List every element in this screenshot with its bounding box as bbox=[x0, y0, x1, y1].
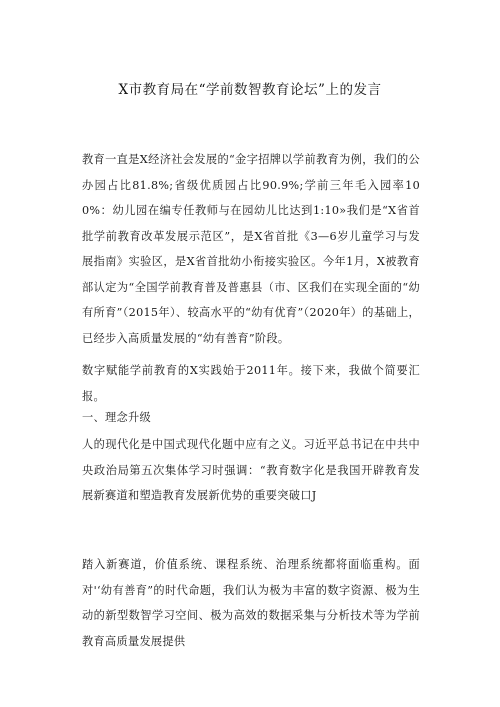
paragraph-intro: 教育一直是X经济社会发展的“金字招牌以学前教育为例，我们的公办园占比81.8%;省级优质园占比90.9%;学前三年毛入园率100%：幼儿园在编专任教师与在园幼儿比达到1:10»我们是“X省首批学前教育改革发展示范区”，是X省首批《3—6岁儿童学习与发展指南》实验区，是X省首批幼小衔接实验区。今年1月，X被教育部认定为“全国学前教育普及普惠县（市、区我们在实现全面的“幼有所育”（2015年）、较高水平的“幼有优育”（2020年）的基础上，已经步入高质量发展的“幼有善育”阶段。 bbox=[82, 153, 420, 345]
paragraph-new-track: 踏入新赛道，价值系统、课程系统、治理系统都将面临重构。面对'‘幼有善育”的时代命题，我们认为极为丰富的数字资源、极为生动的新型数智学习空间、极为高效的数据采集与分析技术等为学前教育高质量发展提供 bbox=[82, 558, 420, 648]
document-title: X市教育局在“学前数智教育论坛”上的发言 bbox=[118, 82, 382, 98]
section-heading-concept-upgrade: 一、理念升级 bbox=[82, 411, 151, 424]
paragraph-report: 数字赋能学前教育的X实践始于2011年。接下来，我做个简要汇报。 bbox=[82, 364, 420, 403]
paragraph-modernization: 人的现代化是中国式现代化题中应有之义。习近平总书记在中共中央政治局第五次集体学习时强调：“教育数字化是我国开辟教育发展新赛道和塑造教育发展新优势的重要突破口J bbox=[82, 438, 420, 502]
